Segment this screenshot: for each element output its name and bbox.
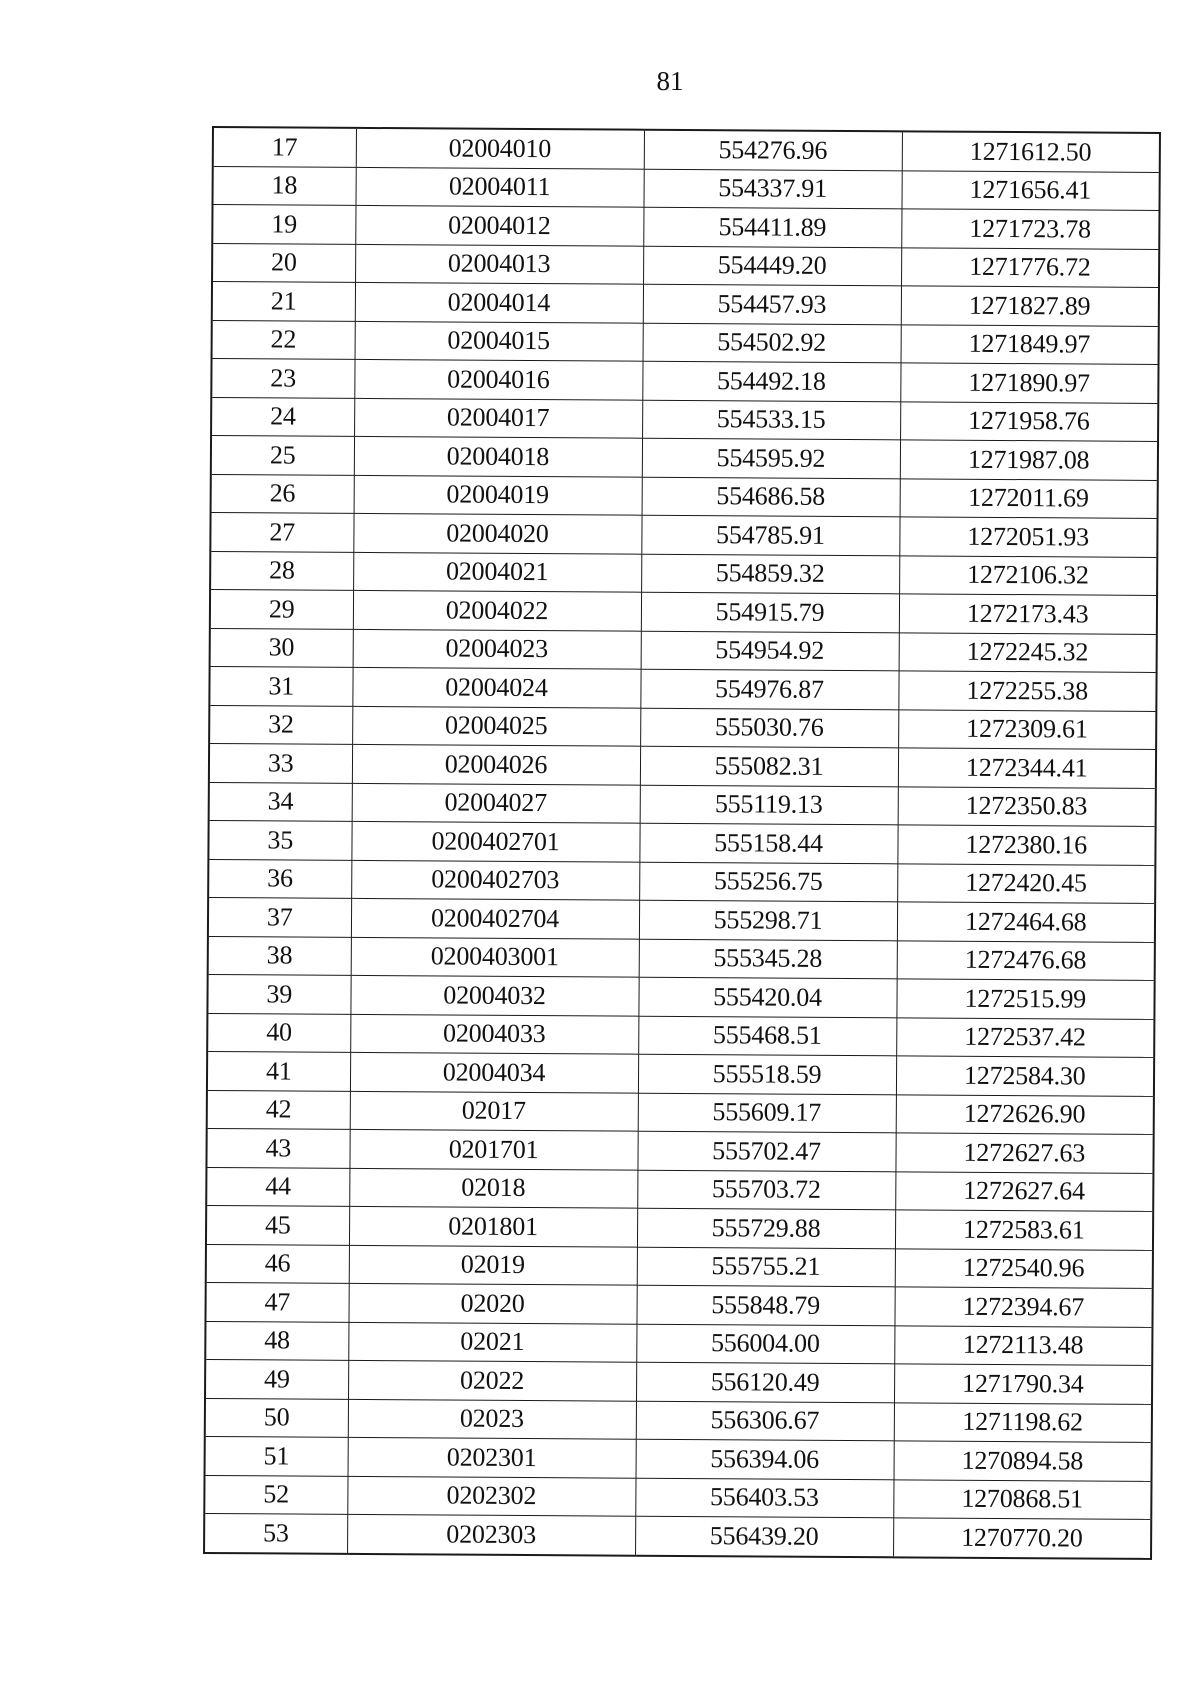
x-coordinate-cell: 555420.04	[638, 977, 896, 1017]
point-id-cell: 02004033	[350, 1014, 638, 1054]
y-coordinate-cell: 1271987.08	[900, 440, 1158, 480]
x-coordinate-cell: 555703.72	[637, 1170, 895, 1210]
x-coordinate-cell: 554595.92	[642, 438, 900, 478]
row-number-cell: 31	[209, 666, 352, 705]
y-coordinate-cell: 1271776.72	[901, 247, 1159, 287]
row-number-cell: 49	[205, 1359, 348, 1398]
row-number-cell: 26	[211, 474, 354, 513]
table-row	[212, 205, 1159, 249]
x-coordinate-cell: 555848.79	[636, 1285, 894, 1325]
row-number-cell: 51	[205, 1436, 348, 1475]
point-id-cell: 02004015	[355, 321, 643, 361]
point-id-cell: 0202302	[347, 1476, 635, 1516]
point-id-cell: 02020	[348, 1283, 636, 1323]
table-row	[209, 705, 1156, 749]
table-row	[211, 436, 1158, 480]
x-coordinate-cell: 555158.44	[639, 823, 897, 863]
row-number-cell: 29	[210, 589, 353, 628]
y-coordinate-cell: 1271656.41	[901, 170, 1159, 210]
y-coordinate-cell: 1272051.93	[899, 517, 1157, 557]
table-row	[213, 166, 1160, 210]
y-coordinate-cell: 1271827.89	[901, 286, 1159, 326]
x-coordinate-cell: 554502.92	[643, 323, 901, 363]
table-row	[208, 820, 1155, 864]
table-row	[210, 628, 1157, 672]
table-row	[208, 859, 1155, 903]
x-coordinate-cell: 554276.96	[644, 130, 902, 171]
row-number-cell: 19	[212, 205, 355, 244]
point-id-cell: 0201701	[349, 1129, 637, 1169]
y-coordinate-cell: 1272515.99	[896, 979, 1154, 1019]
point-id-cell: 02018	[349, 1168, 637, 1208]
row-number-cell: 44	[206, 1167, 349, 1206]
row-number-cell: 18	[213, 166, 356, 205]
y-coordinate-cell: 1271958.76	[900, 401, 1158, 441]
table-row	[204, 1513, 1151, 1558]
row-number-cell: 21	[212, 282, 355, 321]
table-row	[206, 1244, 1153, 1288]
x-coordinate-cell: 554411.89	[643, 207, 901, 247]
row-number-cell: 38	[208, 936, 351, 975]
table-row	[208, 936, 1155, 980]
point-id-cell: 02021	[348, 1322, 636, 1362]
point-id-cell: 02004022	[353, 590, 641, 630]
point-id-cell: 0201801	[349, 1206, 637, 1246]
table-row	[210, 589, 1157, 633]
x-coordinate-cell: 555468.51	[638, 1016, 896, 1056]
x-coordinate-cell: 555702.47	[637, 1131, 895, 1171]
point-id-cell: 02004021	[353, 552, 641, 592]
row-number-cell: 30	[210, 628, 353, 667]
y-coordinate-cell: 1272627.64	[895, 1171, 1153, 1211]
x-coordinate-cell: 554859.32	[641, 554, 899, 594]
y-coordinate-cell: 1271790.34	[894, 1364, 1152, 1404]
point-id-cell: 02004012	[355, 205, 643, 245]
point-id-cell: 02004019	[354, 475, 642, 515]
point-id-cell: 02004013	[355, 244, 643, 284]
y-coordinate-cell: 1270868.51	[893, 1479, 1151, 1519]
point-id-cell: 02004034	[350, 1052, 638, 1092]
point-id-cell: 02022	[348, 1360, 636, 1400]
table-row	[210, 512, 1157, 556]
table-row	[207, 974, 1154, 1018]
table-row	[205, 1398, 1152, 1442]
x-coordinate-cell: 554954.92	[641, 631, 899, 671]
point-id-cell: 02004011	[356, 167, 644, 207]
point-id-cell: 02004010	[356, 128, 644, 169]
x-coordinate-cell: 554915.79	[641, 592, 899, 632]
coordinates-table	[203, 126, 1161, 1559]
table-row	[205, 1321, 1152, 1365]
table-row	[209, 782, 1156, 826]
y-coordinate-cell: 1272380.16	[897, 825, 1155, 865]
y-coordinate-cell: 1272540.96	[895, 1248, 1153, 1288]
row-number-cell: 34	[209, 782, 352, 821]
point-id-cell: 02004025	[352, 706, 640, 746]
point-id-cell: 02023	[348, 1399, 636, 1439]
table-row	[211, 359, 1158, 403]
point-id-cell: 02004014	[355, 282, 643, 322]
row-number-cell: 20	[212, 243, 355, 282]
table-row	[207, 1013, 1154, 1057]
point-id-cell: 02019	[349, 1245, 637, 1285]
table-row	[211, 474, 1158, 518]
point-id-cell: 0202301	[348, 1437, 636, 1477]
x-coordinate-cell: 554976.87	[640, 669, 898, 709]
x-coordinate-cell: 556403.53	[635, 1478, 893, 1518]
y-coordinate-cell: 1272584.30	[896, 1056, 1154, 1096]
x-coordinate-cell: 555755.21	[637, 1247, 895, 1287]
y-coordinate-cell: 1272420.45	[897, 863, 1155, 903]
table-row	[207, 1051, 1154, 1095]
x-coordinate-cell: 555518.59	[638, 1054, 896, 1094]
y-coordinate-cell: 1272464.68	[897, 902, 1155, 942]
x-coordinate-cell: 555119.13	[640, 785, 898, 825]
y-coordinate-cell: 1272394.67	[894, 1287, 1152, 1327]
y-coordinate-cell: 1271890.97	[900, 363, 1158, 403]
point-id-cell: 02017	[350, 1091, 638, 1131]
row-number-cell: 32	[209, 705, 352, 744]
row-number-cell: 33	[209, 743, 352, 782]
y-coordinate-cell: 1271198.62	[894, 1402, 1152, 1442]
point-id-cell: 02004023	[353, 629, 641, 669]
point-id-cell: 02004026	[352, 744, 640, 784]
x-coordinate-cell: 555729.88	[637, 1208, 895, 1248]
table-row	[209, 743, 1156, 787]
y-coordinate-cell: 1272537.42	[896, 1017, 1154, 1057]
row-number-cell: 42	[207, 1090, 350, 1129]
point-id-cell: 0202303	[347, 1514, 635, 1555]
x-coordinate-cell: 554337.91	[643, 169, 901, 209]
row-number-cell: 36	[208, 859, 351, 898]
table-row	[207, 1090, 1154, 1134]
y-coordinate-cell: 1272245.32	[899, 632, 1157, 672]
row-number-cell: 52	[204, 1475, 347, 1514]
table-row	[208, 897, 1155, 941]
y-coordinate-cell: 1271723.78	[901, 209, 1159, 249]
point-id-cell: 02004024	[352, 667, 640, 707]
x-coordinate-cell: 555256.75	[639, 862, 897, 902]
row-number-cell: 48	[205, 1321, 348, 1360]
row-number-cell: 23	[211, 359, 354, 398]
x-coordinate-cell: 554533.15	[642, 400, 900, 440]
x-coordinate-cell: 554457.93	[643, 284, 901, 324]
x-coordinate-cell: 556439.20	[635, 1516, 893, 1557]
row-number-cell: 47	[205, 1282, 348, 1321]
row-number-cell: 40	[207, 1013, 350, 1052]
row-number-cell: 27	[210, 512, 353, 551]
row-number-cell: 25	[211, 436, 354, 475]
point-id-cell: 02004017	[354, 398, 642, 438]
row-number-cell: 53	[204, 1513, 347, 1553]
point-id-cell: 02004027	[352, 783, 640, 823]
table-row	[213, 127, 1160, 172]
y-coordinate-cell: 1272255.38	[898, 671, 1156, 711]
row-number-cell: 17	[213, 127, 356, 167]
row-number-cell: 43	[206, 1128, 349, 1167]
table-row	[204, 1475, 1151, 1519]
y-coordinate-cell: 1270770.20	[893, 1518, 1151, 1559]
row-number-cell: 46	[206, 1244, 349, 1283]
point-id-cell: 0200402703	[351, 860, 639, 900]
point-id-cell: 0200402701	[351, 821, 639, 861]
y-coordinate-cell: 1272476.68	[897, 940, 1155, 980]
y-coordinate-cell: 1270894.58	[894, 1441, 1152, 1481]
y-coordinate-cell: 1272626.90	[896, 1094, 1154, 1134]
x-coordinate-cell: 555609.17	[638, 1093, 896, 1133]
row-number-cell: 41	[207, 1051, 350, 1090]
y-coordinate-cell: 1272173.43	[899, 594, 1157, 634]
x-coordinate-cell: 554492.18	[642, 361, 900, 401]
point-id-cell: 02004032	[350, 975, 638, 1015]
row-number-cell: 22	[212, 320, 355, 359]
row-number-cell: 50	[205, 1398, 348, 1437]
x-coordinate-cell: 555030.76	[640, 708, 898, 748]
y-coordinate-cell: 1271612.50	[902, 131, 1160, 172]
table-row	[205, 1282, 1152, 1326]
table-row	[206, 1167, 1153, 1211]
table-row	[205, 1436, 1152, 1480]
y-coordinate-cell: 1271849.97	[901, 324, 1159, 364]
row-number-cell: 35	[208, 820, 351, 859]
x-coordinate-cell: 555345.28	[639, 939, 897, 979]
row-number-cell: 39	[207, 974, 350, 1013]
coordinates-table-body	[204, 127, 1160, 1558]
table-row	[210, 551, 1157, 595]
table-row	[206, 1128, 1153, 1172]
x-coordinate-cell: 554449.20	[643, 246, 901, 286]
table-row	[209, 666, 1156, 710]
y-coordinate-cell: 1272309.61	[898, 709, 1156, 749]
x-coordinate-cell: 555082.31	[640, 746, 898, 786]
x-coordinate-cell: 555298.71	[639, 900, 897, 940]
y-coordinate-cell: 1272113.48	[894, 1325, 1152, 1365]
table-row	[205, 1359, 1152, 1403]
y-coordinate-cell: 1272350.83	[898, 786, 1156, 826]
table-row	[211, 397, 1158, 441]
point-id-cell: 02004018	[354, 436, 642, 476]
x-coordinate-cell: 554785.91	[641, 515, 899, 555]
row-number-cell: 28	[210, 551, 353, 590]
point-id-cell: 02004020	[353, 513, 641, 553]
row-number-cell: 45	[206, 1205, 349, 1244]
table-row	[206, 1205, 1153, 1249]
x-coordinate-cell: 556306.67	[636, 1401, 894, 1441]
x-coordinate-cell: 556004.00	[636, 1324, 894, 1364]
x-coordinate-cell: 556120.49	[636, 1362, 894, 1402]
y-coordinate-cell: 1272627.63	[895, 1133, 1153, 1173]
y-coordinate-cell: 1272344.41	[898, 748, 1156, 788]
table-row	[212, 320, 1159, 364]
point-id-cell: 0200403001	[351, 937, 639, 977]
table-row	[212, 282, 1159, 326]
row-number-cell: 24	[211, 397, 354, 436]
point-id-cell: 0200402704	[351, 898, 639, 938]
x-coordinate-cell: 556394.06	[636, 1439, 894, 1479]
row-number-cell: 37	[208, 897, 351, 936]
table-row	[212, 243, 1159, 287]
x-coordinate-cell: 554686.58	[642, 477, 900, 517]
y-coordinate-cell: 1272583.61	[895, 1210, 1153, 1250]
y-coordinate-cell: 1272011.69	[900, 478, 1158, 518]
y-coordinate-cell: 1272106.32	[899, 555, 1157, 595]
point-id-cell: 02004016	[354, 359, 642, 399]
page-number: 81	[656, 66, 684, 96]
